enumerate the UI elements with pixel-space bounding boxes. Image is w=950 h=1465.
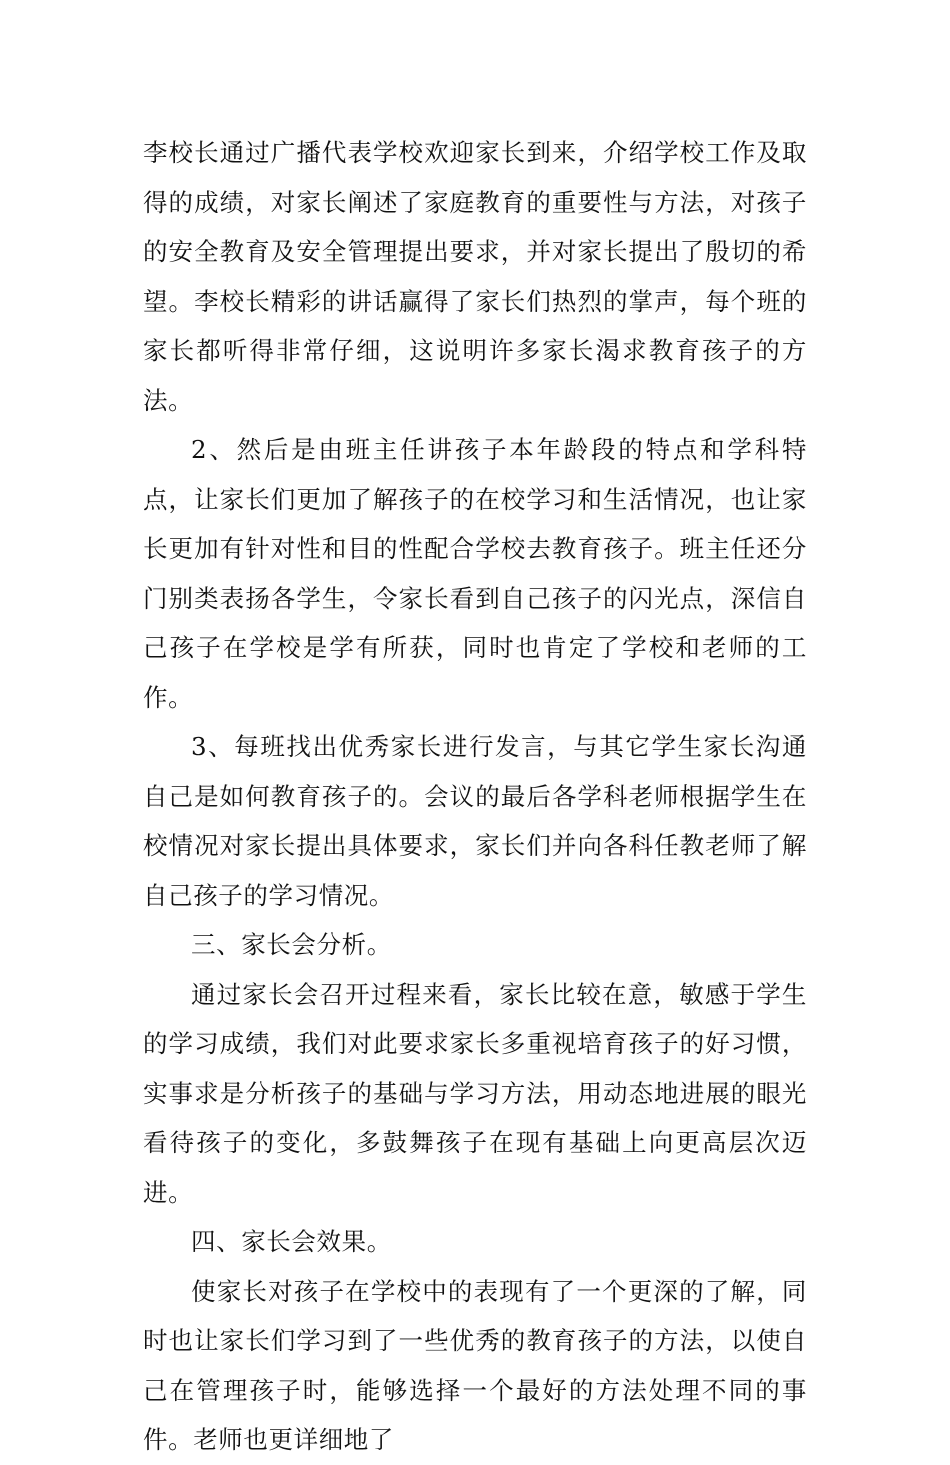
document-page — [143, 128, 807, 1465]
paragraph-item-2: 2、然后是由班主任讲孩子本年龄段的特点和学科特点，让家长们更加了解孩子的在校学习和生活情况，也让家长更加有针对性和目的性配合学校去教育孩子。班主任还分门别类表扬各学生，令家长看到自己孩子的闪光点，深信自己孩子在学校是学有所获，同时也肯定了学校和老师的工作。 — [143, 435, 807, 712]
paragraph-analysis: 通过家长会召开过程来看，家长比较在意，敏感于学生的学习成绩，我们对此要求家长多重视培育孩子的好习惯，实事求是分析孩子的基础与学习方法，用动态地进展的眼光看待孩子的变化，多鼓舞孩子在现有基础上向更高层次迈进。 — [143, 979, 807, 1207]
paragraph-effect: 使家长对孩子在学校中的表现有了一个更深的了解，同时也让家长们学习到了一些优秀的教育孩子的方法，以使自己在管理孩子时，能够选择一个最好的方法处理不同的事件。老师也更详细地了 — [143, 1276, 807, 1454]
section-heading-analysis: 三、家长会分析。 — [191, 930, 392, 959]
paragraph-item-3: 3、每班找出优秀家长进行发言，与其它学生家长沟通自己是如何教育孩子的。会议的最后各学科老师根据学生在校情况对家长提出具体要求，家长们并向各科任教老师了解自己孩子的学习情况。 — [143, 732, 807, 910]
paragraph-principal-speech: 李校长通过广播代表学校欢迎家长到来，介绍学校工作及取得的成绩，对家长阐述了家庭教育的重要性与方法，对孩子的安全教育及安全管理提出要求，并对家长提出了殷切的希望。李校长精彩的讲话赢得了家长们热烈的掌声，每个班的家长都听得非常仔细，这说明许多家长渴求教育孩子的方法。 — [143, 138, 807, 415]
section-heading-effect: 四、家长会效果。 — [191, 1227, 392, 1256]
